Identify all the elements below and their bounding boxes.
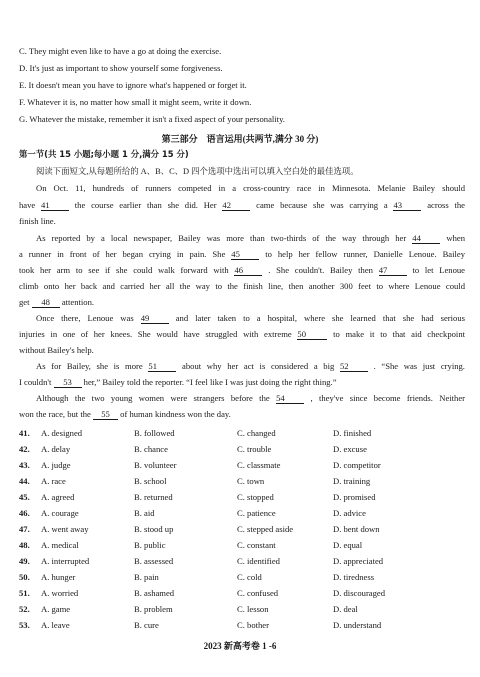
option-a: A. interrupted	[41, 556, 90, 566]
question-number: 50.	[19, 572, 30, 582]
option-c: C. stopped	[237, 492, 274, 502]
question-number: 52.	[19, 604, 30, 614]
option-b: B. cure	[134, 620, 159, 630]
option-a: A. race	[41, 476, 66, 486]
blank-41: 41	[41, 201, 69, 211]
text-run: As for Bailey, she is more	[36, 361, 143, 371]
text-run: As reported by a local newspaper, Bailey was more than two-thirds of the way through her	[36, 233, 407, 243]
blank-43: 43	[393, 201, 421, 211]
option-d: D. training	[333, 476, 371, 486]
blank-54: 54	[276, 394, 304, 404]
text-run: , they've since become friends. Neither	[310, 393, 465, 403]
question-number: 45.	[19, 492, 30, 502]
option-d: D. promised	[333, 492, 376, 502]
option-a: A. agreed	[41, 492, 75, 502]
blank-52: 52	[340, 362, 368, 372]
option-a: A. game	[41, 604, 71, 614]
option-a: A. hunger	[41, 572, 76, 582]
text-run: to make it to that aid checkpoint	[333, 329, 465, 339]
question-number: 43.	[19, 460, 30, 470]
option-d: D. tiredness	[333, 572, 375, 582]
text-run: and later taken to a hospital, where she learned that she had serious	[175, 313, 465, 323]
text-run: attention.	[61, 297, 95, 307]
text-run: . She couldn't. Bailey then	[268, 265, 373, 275]
question-number: 49.	[19, 556, 30, 566]
passage-line	[19, 249, 465, 260]
option-c: C. stepped aside	[237, 524, 294, 534]
option-a: A. judge	[41, 460, 71, 470]
option-b: B. aid	[134, 508, 155, 518]
option-b: B. chance	[134, 444, 168, 454]
text-run: won the race, but the	[19, 409, 91, 419]
option-c: C. town	[237, 476, 265, 486]
option-a: A. delay	[41, 444, 71, 454]
option-b: B. problem	[134, 604, 173, 614]
option-a: A. courage	[41, 508, 79, 518]
question-number: 48.	[19, 540, 30, 550]
option-e-line: E. It doesn't mean you have to ignore what's happened or forget it.	[19, 80, 247, 90]
text-run: took her arm to see if she could walk forward with	[19, 265, 229, 275]
passage-line: finish line.	[19, 216, 56, 226]
text-run: came because she was carrying a	[256, 200, 388, 210]
option-c: C. trouble	[237, 444, 272, 454]
option-d: D. bent down	[333, 524, 380, 534]
question-number: 44.	[19, 476, 30, 486]
passage-line	[19, 377, 465, 388]
option-d: D. deal	[333, 604, 358, 614]
option-b: B. school	[134, 476, 167, 486]
passage-line	[19, 200, 465, 211]
blank-45: 45	[231, 250, 259, 260]
text-run: I couldn't	[19, 377, 52, 387]
passage-line	[19, 329, 465, 340]
text-run: . “She was just crying.	[373, 361, 465, 371]
option-b: B. volunteer	[134, 460, 177, 470]
option-b: B. stood up	[134, 524, 174, 534]
option-d: D. excuse	[333, 444, 367, 454]
question-number: 51.	[19, 588, 30, 598]
question-number: 46.	[19, 508, 30, 518]
blank-47: 47	[379, 266, 407, 276]
question-number: 41.	[19, 428, 30, 438]
passage-line	[19, 265, 465, 276]
text-run: Although the two young women were strangers before the	[36, 393, 270, 403]
option-b: B. followed	[134, 428, 175, 438]
blank-51: 51	[148, 362, 176, 372]
text-run: Once there, Lenoue was	[36, 313, 134, 323]
passage-line	[36, 393, 465, 404]
option-b: B. assessed	[134, 556, 174, 566]
question-number: 47.	[19, 524, 30, 534]
blank-49: 49	[141, 314, 169, 324]
text-run: to help her fellow runner, Danielle Lenoue. Bailey	[265, 249, 465, 259]
instruction-text: 阅读下面短文,从每题所给的 A、B、C、D 四个选项中选出可以填入空白处的最佳选项。	[36, 167, 359, 176]
passage-line	[19, 409, 465, 420]
passage-line: On Oct. 11, hundreds of runners competed in a cross-country race in Minnesota. Melanie Bailey should	[36, 183, 465, 193]
option-c: C. bother	[237, 620, 269, 630]
question-number: 42.	[19, 444, 30, 454]
option-b: B. ashamed	[134, 588, 175, 598]
text-run: a runner in front of her began crying in pain. She	[19, 249, 226, 259]
option-f-line: F. Whatever it is, no matter how small it might seem, write it down.	[19, 97, 252, 107]
text-run: injuries in one of her knees. She would have struggled with extreme	[19, 329, 292, 339]
text-run: have	[19, 200, 36, 210]
option-d: D. discouraged	[333, 588, 386, 598]
option-b: B. pain	[134, 572, 159, 582]
option-c: C. lesson	[237, 604, 269, 614]
blank-50: 50	[297, 330, 327, 340]
option-d: D. equal	[333, 540, 363, 550]
option-c: C. classmate	[237, 460, 281, 470]
option-c: C. patience	[237, 508, 276, 518]
option-c: C. constant	[237, 540, 276, 550]
text-run: the course earlier than she did. Her	[74, 200, 217, 210]
option-a: A. medical	[41, 540, 79, 550]
text-run: get	[19, 297, 30, 307]
option-b: B. public	[134, 540, 166, 550]
option-d: D. finished	[333, 428, 372, 438]
option-c: C. cold	[237, 572, 262, 582]
option-c: C. changed	[237, 428, 276, 438]
option-d: D. appreciated	[333, 556, 384, 566]
option-a: A. went away	[41, 524, 89, 534]
option-d: D. competitor	[333, 460, 381, 470]
section1-title: 第一节(共 15 小题;每小题 1 分,满分 15 分)	[19, 149, 189, 159]
text-run: her,” Bailey told the reporter. “I feel like I was just doing the right thing.”	[83, 377, 337, 387]
question-number: 53.	[19, 620, 30, 630]
passage-line	[36, 313, 465, 324]
blank-42: 42	[222, 201, 250, 211]
option-g-line: G. Whatever the mistake, remember it isn't a fixed aspect of your personality.	[19, 114, 285, 124]
text-run: when	[446, 233, 465, 243]
passage-line: climb onto her back and carried her all the way to the finish line, then another 300 feet to where Lenoue could	[19, 281, 465, 291]
option-a: A. designed	[41, 428, 83, 438]
passage-line	[36, 361, 465, 372]
blank-46: 46	[234, 266, 262, 276]
passage-line	[19, 297, 465, 308]
option-d-line: D. It's just as important to show yourself some forgiveness.	[19, 63, 223, 73]
option-a: A. worried	[41, 588, 79, 598]
text-run: of human kindness won the day.	[120, 409, 231, 419]
text-run: about why her act is considered a big	[182, 361, 335, 371]
option-c: C. confused	[237, 588, 279, 598]
option-c-line: C. They might even like to have a go at doing the exercise.	[19, 46, 222, 56]
blank-53: 53	[54, 378, 82, 388]
passage-line: without Bailey's help.	[19, 345, 94, 355]
passage-line	[36, 233, 465, 244]
part3-title: 第三部分 语言运用(共两节,满分 30 分)	[161, 134, 319, 144]
option-c: C. identified	[237, 556, 280, 566]
page-footer: 2023 新高考卷 1 -6	[203, 641, 277, 651]
option-d: D. advice	[333, 508, 366, 518]
option-a: A. leave	[41, 620, 70, 630]
option-b: B. returned	[134, 492, 173, 502]
blank-48: 48	[32, 298, 60, 308]
text-run: across the	[427, 200, 465, 210]
blank-55: 55	[93, 410, 118, 420]
blank-44: 44	[412, 234, 440, 244]
text-run: to let Lenoue	[412, 265, 465, 275]
option-d: D. understand	[333, 620, 382, 630]
